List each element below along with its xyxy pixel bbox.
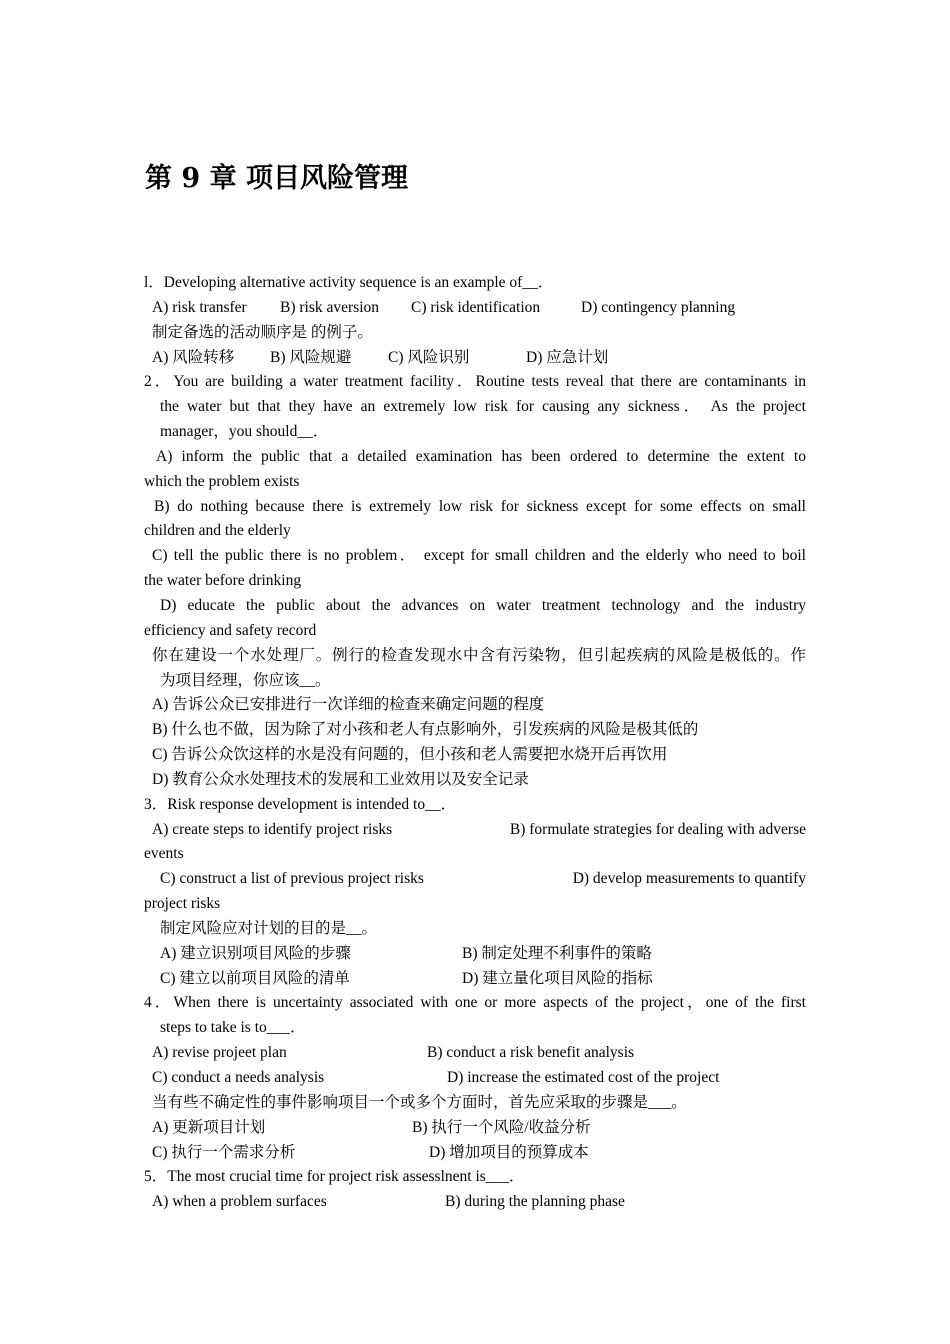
q1-option-a: A) risk transfer — [152, 298, 247, 316]
q1-cn-options — [144, 346, 806, 371]
q1-option-c: C) risk identification — [411, 298, 541, 316]
q4-option-d: D) increase the estimated cost of the project — [447, 1069, 720, 1086]
q3-option-b: B) formulate strategies for dealing with adverse — [509, 820, 806, 838]
q3-option-c: C) construct a list of previous project risks — [160, 870, 424, 888]
q2-option-a-line-2: which the problem exists — [144, 472, 300, 490]
q2-option-b-line-2: children and the elderly — [144, 522, 291, 540]
q1-stem: l．Developing alternative activity sequence is an example of__． — [144, 274, 554, 291]
q4-cn-option-d: D) 增加项目的预算成本 — [429, 1143, 589, 1161]
question-list — [144, 271, 806, 1215]
chapter-title: 第 9 章 项目风险管理 — [145, 163, 408, 194]
q2-stem-line-2: the water but that they have an extremely low risk for causing any sickness． As the project — [160, 398, 806, 416]
q1-cn-option-b: B) 风险规避 — [270, 348, 352, 366]
q4-stem-line-1: 4．When there is uncertainty associated with one or more aspects of the project，one of the first — [144, 994, 806, 1012]
q1-cn-stem: 制定备选的活动顺序是 的例子。 — [152, 323, 373, 341]
q1-cn-option-d: D) 应急计划 — [526, 348, 609, 366]
q4-cn-option-a: A) 更新项目计划 — [152, 1118, 266, 1136]
q4-option-c: C) conduct a needs analysis — [152, 1069, 325, 1086]
q2-option-d-line-2: efficiency and safety record — [144, 621, 317, 639]
q4-cn-stem: 当有些不确定性的事件影响项目一个或多个方面时，首先应采取的步骤是___。 — [152, 1093, 687, 1111]
q3-cn-option-a: A) 建立识别项目风险的步骤 — [160, 944, 351, 962]
q2-cn-stem-line-1: 你在建设一个水处理厂。例行的检查发现水中含有污染物，但引起疾病的风险是极低的。作 — [152, 646, 806, 664]
q3-option-d: D) develop measurements to quantify — [572, 870, 806, 888]
q2-option-a-line-1: A) inform the public that a detailed examination has been ordered to determine the extent to — [156, 447, 806, 465]
q4-options-ab — [144, 1041, 806, 1066]
q2-cn-option-c: C) 告诉公众饮这样的水是没有问题的，但小孩和老人需要把水烧开后再饮用 — [152, 746, 668, 764]
q4-option-b: B) conduct a risk benefit analysis — [427, 1044, 635, 1062]
q2-cn-option-d: D) 教育公众水处理技术的发展和工业效用以及安全记录 — [152, 770, 529, 788]
q2-option-c-line-2: the water before drinking — [144, 572, 302, 590]
q5-option-b: B) during the planning phase — [445, 1193, 625, 1211]
q3-cn-options-cd — [144, 967, 806, 992]
q3-options-ab — [144, 818, 806, 843]
q2-stem-line-3: manager，you should__． — [160, 423, 329, 441]
q2-cn-option-b: B) 什么也不做，因为除了对小孩和老人有点影响外，引发疾病的风险是极其低的 — [152, 721, 699, 739]
q3-cn-stem: 制定风险应对计划的目的是__。 — [160, 919, 378, 937]
q4-cn-option-b: B) 执行一个风险/收益分析 — [412, 1118, 591, 1136]
q1-option-d: D) contingency planning — [581, 298, 736, 316]
q3-stem: 3．Risk response development is intended to__． — [144, 795, 457, 813]
q5-options-ab — [144, 1190, 806, 1215]
q3-cn-option-d: D) 建立量化项目风险的指标 — [462, 969, 653, 987]
q2-cn-option-a: A) 告诉公众已安排进行一次详细的检查来确定问题的程度 — [152, 696, 545, 714]
q3-option-a: A) create steps to identify project risks — [152, 820, 393, 838]
q2-option-d-line-1: D) educate the public about the advances on water treatment technology and the industry — [160, 596, 806, 614]
q2-stem-line-1: 2．You are building a water treatment facility．Routine tests reveal that there are contaminants in — [144, 373, 806, 391]
q5-stem: 5．The most crucial time for project risk assesslnent is___． — [144, 1168, 525, 1186]
q5-option-a: A) when a problem surfaces — [152, 1193, 327, 1211]
q2-option-c-line-1: C) tell the public there is no problem． except for small children and the elderly who need to boil — [152, 547, 806, 565]
q3-options-cd — [144, 867, 806, 892]
q4-options-cd — [144, 1066, 806, 1091]
q3-cn-option-b: B) 制定处理不利事件的策略 — [462, 944, 652, 962]
q1-cn-option-c: C) 风险识别 — [388, 348, 470, 366]
q2-cn-stem-line-2: 为项目经理，你应该__。 — [160, 671, 331, 689]
q3-cn-option-c: C) 建立以前项目风险的清单 — [160, 969, 350, 987]
q4-option-a: A) revise projeet plan — [152, 1044, 287, 1062]
q3-option-d-cont: project risks — [144, 895, 221, 913]
q4-cn-option-c: C) 执行一个需求分析 — [152, 1143, 296, 1161]
q3-option-b-cont: events — [144, 845, 184, 863]
q1-cn-option-a: A) 风险转移 — [152, 348, 235, 366]
q1-options — [144, 296, 806, 321]
q4-stem-line-2: steps to take is to___． — [160, 1019, 306, 1037]
q3-cn-options-ab — [144, 942, 806, 967]
q1-option-b: B) risk aversion — [280, 298, 380, 316]
q4-cn-options-ab — [144, 1116, 806, 1141]
q2-option-b-line-1: B) do nothing because there is extremely low risk for sickness except for some effects on small — [154, 497, 806, 515]
q4-cn-options-cd — [144, 1141, 806, 1166]
